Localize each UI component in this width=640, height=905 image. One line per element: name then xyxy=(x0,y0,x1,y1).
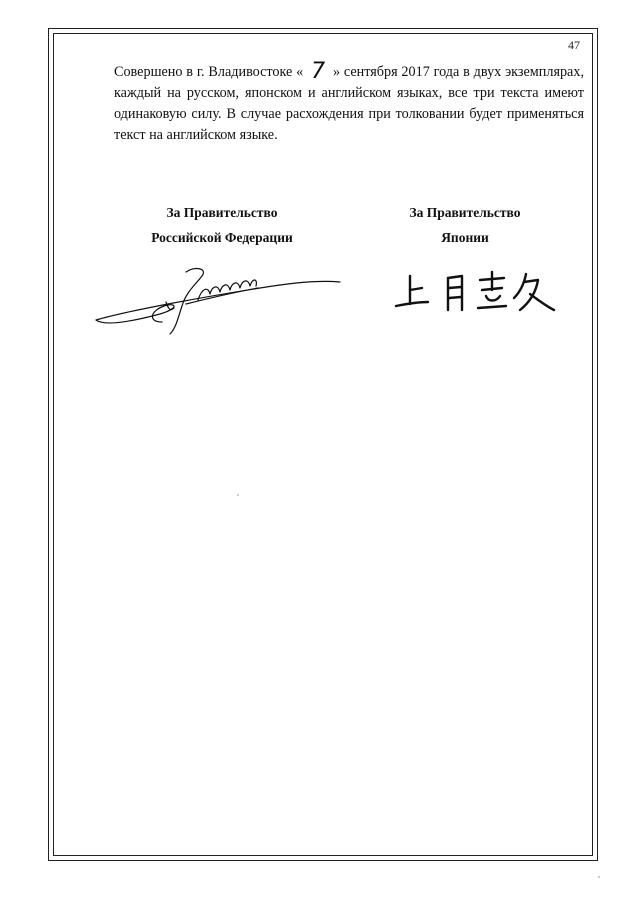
signatory-russia-line1: За Правительство xyxy=(166,205,278,220)
closing-paragraph xyxy=(114,59,584,146)
signature-russia-stroke-underline xyxy=(186,288,258,304)
signatory-russia xyxy=(132,200,312,250)
signature-russia-stroke-loop xyxy=(96,305,174,323)
signatory-japan-line2: Японии xyxy=(441,230,489,245)
page-number: 47 xyxy=(568,38,580,52)
text-after-date: » сентября 2017 года в двух экземплярах, каждый на русском, японском и английском языках, все три текста имеют одинаковую силу. В случае расхождения при толковании будет применяться текст на английском языке. xyxy=(114,64,584,143)
scan-speck xyxy=(598,876,600,878)
signatory-japan xyxy=(380,200,550,250)
handwritten-date: 7 xyxy=(311,59,326,84)
page-frame-inner xyxy=(53,33,593,856)
signatory-russia-line2: Российской Федерации xyxy=(151,230,293,245)
signature-japan xyxy=(392,268,562,318)
text-before-date: Совершено в г. Владивостоке « xyxy=(114,64,304,80)
signature-russia xyxy=(90,262,350,342)
signatory-japan-line1: За Правительство xyxy=(409,205,521,220)
scan-speck xyxy=(237,494,239,496)
